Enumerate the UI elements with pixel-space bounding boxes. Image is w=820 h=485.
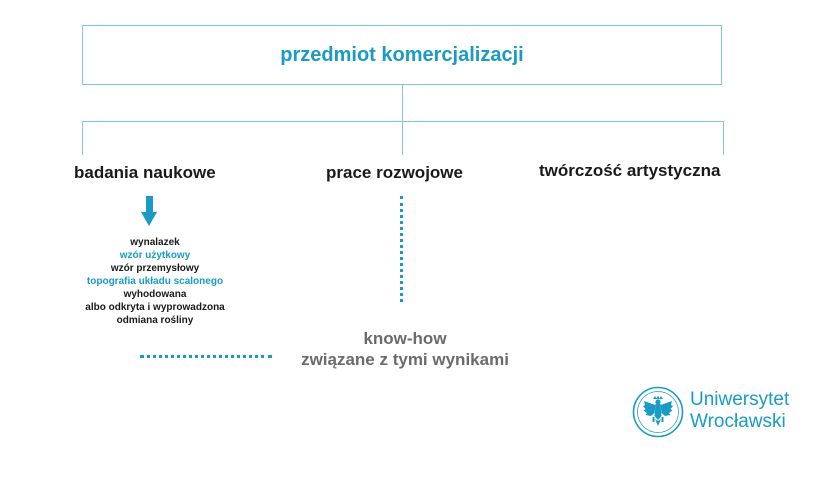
list-item: wzór użytkowy <box>119 250 191 261</box>
list-item: odmiana rośliny <box>116 315 194 326</box>
branch-connector <box>82 121 724 122</box>
branch-drop-left <box>82 121 83 155</box>
logo-line-1: Uniwersytet <box>690 389 790 410</box>
list-item: albo odkryta i wyprowadzona <box>85 302 225 313</box>
title-box <box>82 25 722 85</box>
dotted-connector-vertical <box>400 196 403 302</box>
eagle-emblem-icon <box>632 386 684 438</box>
knowhow-line-1: know-how <box>363 329 447 348</box>
logo-line-2: Wrocławski <box>690 411 786 432</box>
logo-text <box>690 389 789 433</box>
ip-items-list <box>50 236 260 327</box>
list-item: wzór przemysłowy <box>110 263 200 274</box>
list-item: wyhodowana <box>123 289 187 300</box>
category-artistic: twórczość artystyczna <box>539 161 721 180</box>
title-text: przedmiot komercjalizacji <box>280 43 524 66</box>
list-item: wynalazek <box>130 237 180 248</box>
down-arrow-icon <box>141 212 157 226</box>
category-research: badania naukowe <box>74 163 216 182</box>
down-arrow-icon-shaft <box>146 196 153 213</box>
knowhow-text <box>280 328 530 370</box>
branch-drop-right <box>723 121 724 155</box>
dotted-connector-horizontal <box>140 355 272 358</box>
list-item: topografia układu scalonego <box>86 276 224 287</box>
knowhow-line-2: związane z tymi wynikami <box>301 350 509 369</box>
university-logo <box>632 386 812 442</box>
trunk-connector <box>402 85 403 122</box>
branch-drop-center <box>402 121 403 155</box>
category-development: prace rozwojowe <box>326 163 463 182</box>
